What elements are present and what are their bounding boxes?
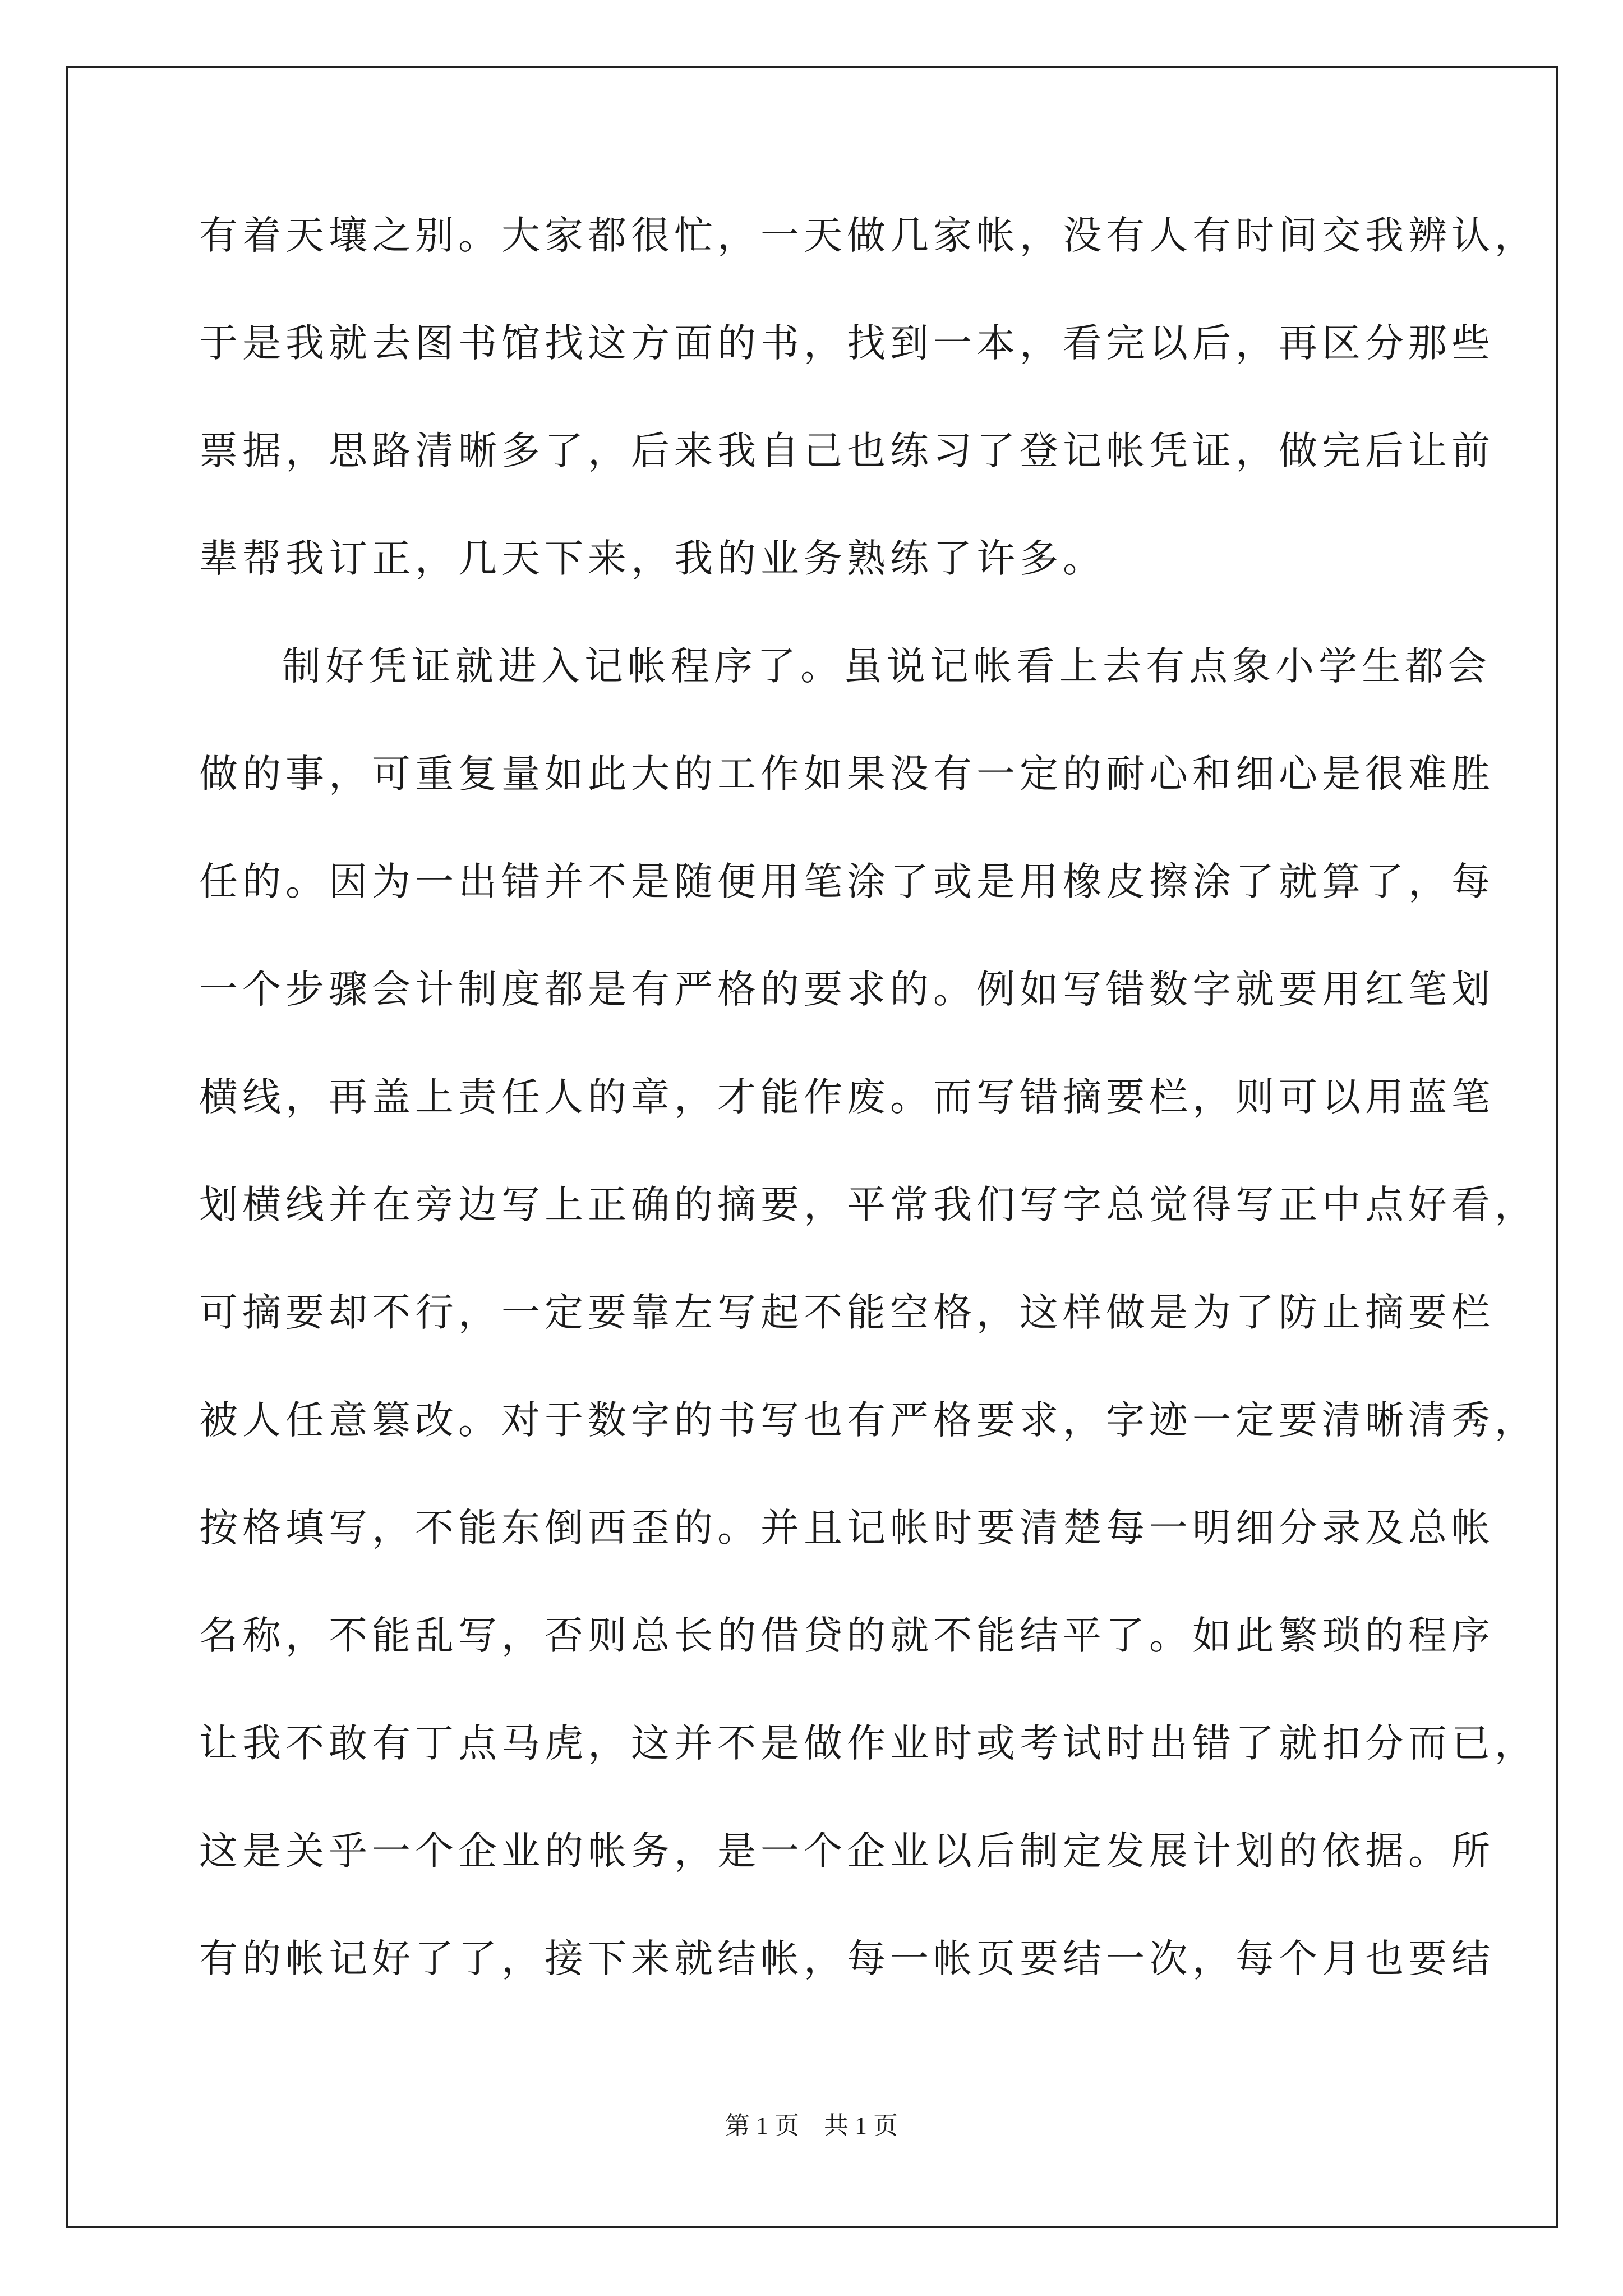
page-number-footer: 第 1 页 共 1 页 bbox=[725, 2112, 898, 2139]
text-line: 做的事，可重复量如此大的工作如果没有一定的耐心和细心是很难胜 bbox=[199, 752, 1495, 797]
paragraph-first-line: 制好凭证就进入记帐程序了。虽说记帐看上去有点象小学生都会 bbox=[282, 644, 1491, 689]
text-line: 让我不敢有丁点马虎，这并不是做作业时或考试时出错了就扣分而已， bbox=[199, 1721, 1538, 1766]
text-line: 任的。因为一出错并不是随便用笔涂了或是用橡皮擦涂了就算了，每 bbox=[199, 859, 1495, 904]
text-line: 有的帐记好了了，接下来就结帐，每一帐页要结一次，每个月也要结 bbox=[199, 1936, 1495, 1981]
text-line: 票据，思路清晰多了，后来我自己也练习了登记帐凭证，做完后让前 bbox=[199, 429, 1495, 473]
text-line: 名称，不能乱写，否则总长的借贷的就不能结平了。如此繁琐的程序 bbox=[199, 1613, 1495, 1658]
text-line: 辈帮我订正，几天下来，我的业务熟练了许多。 bbox=[199, 536, 1106, 581]
text-line: 横线，再盖上责任人的章，才能作废。而写错摘要栏，则可以用蓝笔 bbox=[199, 1075, 1495, 1120]
text-line: 可摘要却不行，一定要靠左写起不能空格，这样做是为了防止摘要栏 bbox=[199, 1290, 1495, 1335]
text-line: 被人任意篡改。对于数字的书写也有严格要求，字迹一定要清晰清秀， bbox=[199, 1398, 1538, 1443]
text-line: 一个步骤会计制度都是有严格的要求的。例如写错数字就要用红笔划 bbox=[199, 967, 1495, 1012]
text-line: 按格填写，不能东倒西歪的。并且记帐时要清楚每一明细分录及总帐 bbox=[199, 1506, 1495, 1550]
text-line: 这是关乎一个企业的帐务，是一个企业以后制定发展计划的依据。所 bbox=[199, 1829, 1495, 1874]
text-line: 有着天壤之别。大家都很忙，一天做几家帐，没有人有时间交我辨认， bbox=[199, 213, 1538, 258]
text-line: 划横线并在旁边写上正确的摘要，平常我们写字总觉得写正中点好看， bbox=[199, 1182, 1538, 1227]
page-border bbox=[66, 66, 1558, 2228]
text-line: 于是我就去图书馆找这方面的书，找到一本，看完以后，再区分那些 bbox=[199, 321, 1495, 366]
